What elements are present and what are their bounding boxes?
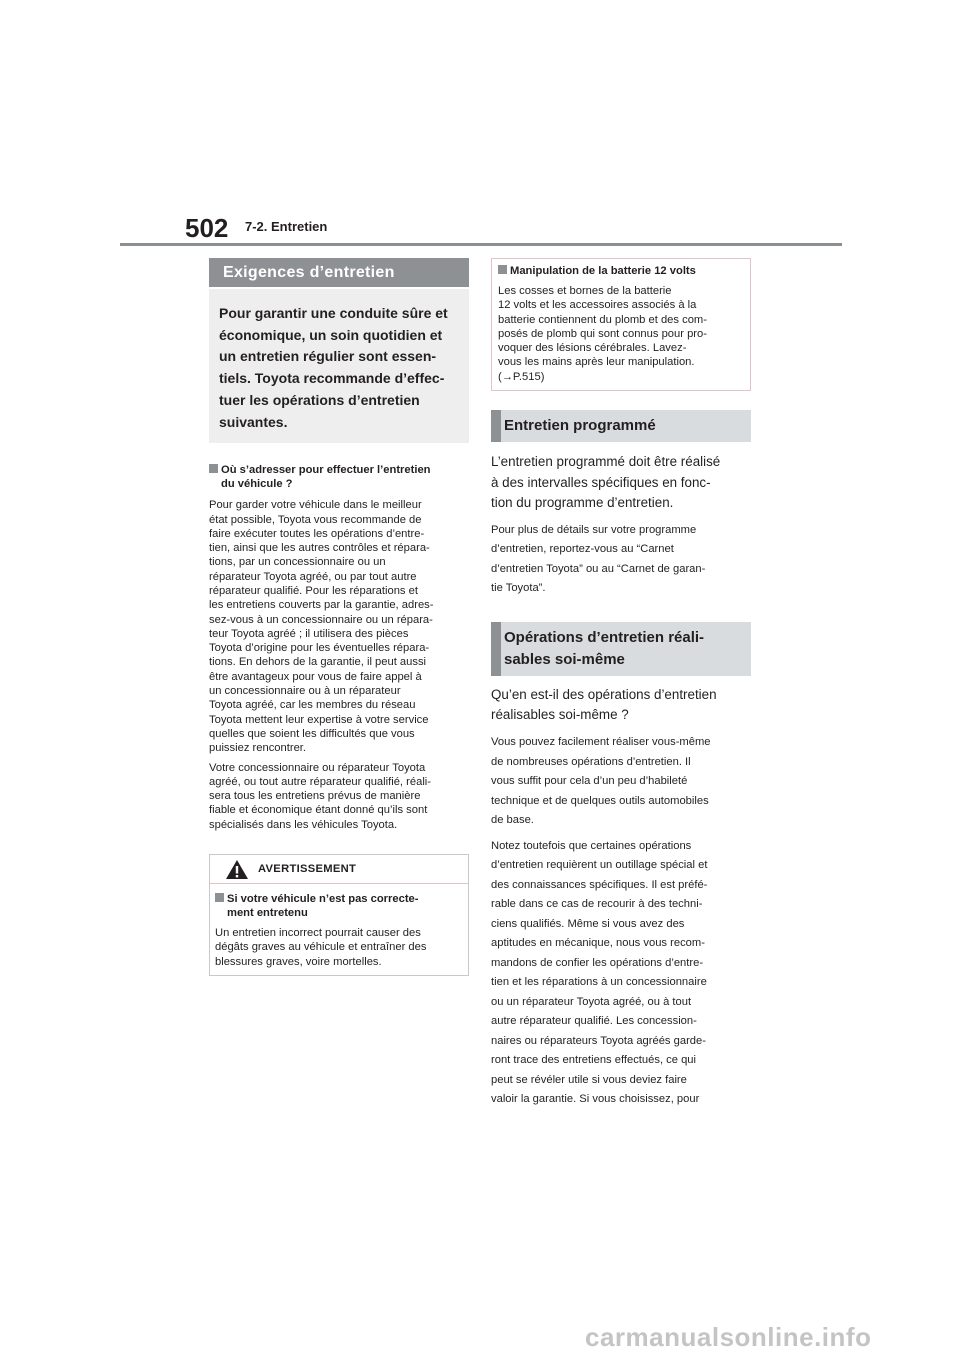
warning-label: AVERTISSEMENT: [258, 863, 357, 876]
battery-heading: Manipulation de la batterie 12 volts: [498, 264, 744, 278]
where-paragraph-2: Votre concessionnaire ou réparateur Toyota agréé, ou tout autre réparateur qualifié, réali- sera tous les entretiens prévus de manière fiable et économique étant donné qu’ils sont spécialisés dans les véhicules Toyota.: [209, 761, 432, 831]
intro-line: tiels. Toyota recommande d’effec-: [219, 370, 445, 387]
right-column: [491, 258, 751, 1110]
warning-triangle-icon: [225, 859, 249, 880]
section-title-operations-soi-meme: Opérations d’entretien réali- sables soi-même: [491, 622, 751, 676]
where-section: [209, 463, 469, 832]
diy-lead: Qu’en est-il des opérations d’entretien réalisables soi-même ?: [491, 686, 717, 723]
intro-line: Pour garantir une conduite sûre et: [219, 305, 448, 321]
warning-text: Un entretien incorrect pourrait causer des dégâts graves au véhicule et entraîner des blessures graves, voire mortelles.: [215, 927, 427, 968]
header-rule: [120, 243, 842, 246]
warning-box: [209, 854, 469, 976]
left-column: [209, 258, 469, 976]
intro-box: [209, 289, 469, 443]
square-bullet-icon: [215, 893, 224, 902]
where-heading: Où s’adresser pour effectuer l’entretien du véhicule ?: [209, 463, 469, 491]
battery-box: [491, 258, 751, 391]
watermark: carmanualsonline.info: [585, 1322, 872, 1352]
diy-paragraph-1: Vous pouvez facilement réaliser vous-même de nombreuses opérations d’entretien. Il vous suffit pour cela d’un peu d’habileté technique et de quelques outils automobiles de base.: [491, 736, 711, 827]
square-bullet-icon: [498, 265, 507, 274]
page-number: 502: [185, 213, 229, 243]
battery-text: Les cosses et bornes de la batterie 12 volts et les accessoires associés à la batterie contiennent du plomb et des com- posés de plomb qui sont connus pour pro- voquer des lésions cérébrales. Lavez- vous les mains après leur manipulation. (→P.515): [498, 285, 707, 383]
square-bullet-icon: [209, 464, 218, 473]
section-header: 7-2. Entretien: [245, 219, 328, 234]
warning-header: [210, 855, 468, 884]
intro-line: un entretien régulier sont essen-: [219, 348, 437, 365]
scheduled-lead: L’entretien programmé doit être réalisé à des intervalles spécifiques en fonc- tion du programme d’entretien.: [491, 454, 721, 511]
warning-body: [210, 884, 468, 969]
diy-paragraph-2: Notez toutefois que certaines opérations d’entretien requièrent un outillage spécial et des connaissances spécifiques. Il est préfé- rable dans ce cas de recourir à des techni- ciens qualifiés. Même si vous avez des aptitudes en mécanique, nous vous recom- mandons de confier les opérations d’entre- tien et les réparations à un concessionnaire ou un réparateur Toyota agréé, ou à tout autre réparateur qualifié. Les concession- naires ou réparateurs Toyota agréés garde- ront trace des entretiens effectués, ce qui peut se révéler utile si vous deviez faire valoir la garantie. Si vous choisissez, pour: [491, 839, 708, 1106]
section-title-entretien-programme: Entretien programmé: [491, 410, 751, 442]
intro-line: tuer les opérations d’entretien: [219, 391, 420, 408]
scheduled-text: Pour plus de détails sur votre programme d’entretien, reportez-vous au “Carnet d’entretien Toyota” ou au “Carnet de garan- tie Toyota”.: [491, 523, 706, 595]
section-title-exigences: Exigences d’entretien: [209, 258, 469, 287]
intro-line: suivantes.: [219, 413, 288, 430]
warning-heading: Si votre véhicule n’est pas correcte- ment entretenu: [215, 892, 462, 920]
where-paragraph-1: Pour garder votre véhicule dans le meilleur état possible, Toyota vous recommande de faire exécuter toutes les opérations d’entre- tien, ainsi que les autres contrôles et répara- tions, par un concessionnaire ou un réparateur Toyota agréé, ou par tout autre réparateur qualifié. Pour les réparations et les entretiens couverts par la garantie, adres- sez-vous à un concessionnaire ou un répara- teur Toyota agréé ; il utilisera des pièces Toyota d’origine pour les éventuelles répara- tions. En dehors de la garantie, il peut aussi être avantageux pour vous de faire appel à un concessionnaire ou à un réparateur Toyota agréé, car les membres du réseau Toyota mettent leur expertise à votre service quelles que soient les difficultés que vous puissiez rencontrer.: [209, 499, 434, 755]
intro-line: économique, un soin quotidien et: [219, 326, 443, 343]
